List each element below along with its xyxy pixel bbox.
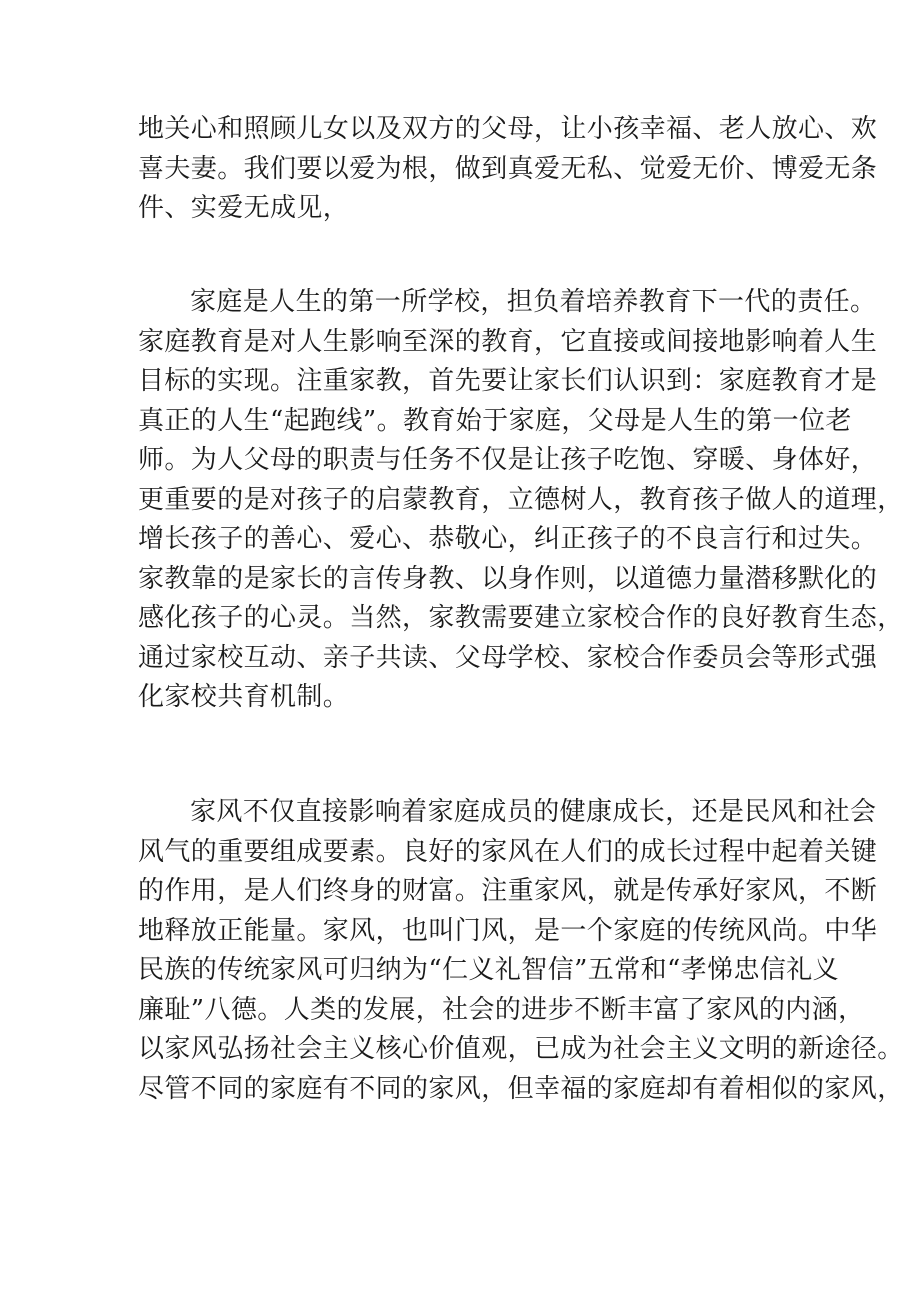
- paragraph-line: 家风不仅直接影响着家庭成员的健康成长，还是民风和社会: [190, 797, 877, 827]
- paragraph-line: 的作用，是人们终身的财富。注重家风，就是传承好家风，不断: [138, 876, 878, 906]
- paragraph-line: 地关心和照顾儿女以及双方的父母，让小孩幸福、老人放心、欢: [138, 114, 878, 144]
- paragraph-line: 师。为人父母的职责与任务不仅是让孩子吃饱、穿暖、身体好，: [138, 445, 878, 475]
- paragraph-3: [138, 793, 904, 1109]
- paragraph-line: 喜夫妻。我们要以爱为根，做到真爱无私、觉爱无价、博爱无条: [138, 153, 878, 184]
- paragraph-line: 风气的重要组成要素。良好的家风在人们的成长过程中起着关键: [138, 836, 878, 867]
- paragraph-line: 更重要的是对孩子的启蒙教育，立德树人，教育孩子做人的道理，: [138, 484, 904, 515]
- paragraph-line: 地释放正能量。家风，也叫门风，是一个家庭的传统风尚。中华: [138, 915, 878, 946]
- paragraph-line: 目标的实现。注重家教，首先要让家长们认识到：家庭教育才是: [138, 366, 878, 396]
- paragraph-line: 增长孩子的善心、爱心、恭敬心，纠正孩子的不良言行和过失。: [138, 524, 878, 554]
- paragraph-line: 家庭是人生的第一所学校，担负着培养教育下一代的责任。: [190, 287, 877, 317]
- paragraph-line: 件、实爱无成见，: [138, 193, 350, 223]
- paragraph-line: 家教靠的是家长的言传身教、以身作则，以道德力量潜移默化的: [138, 563, 878, 594]
- paragraph-line: 感化孩子的心灵。当然，家教需要建立家校合作的良好教育生态，: [138, 603, 904, 633]
- paragraph-line: 民族的传统家风可归纳为“仁义礼智信”五常和“孝悌忠信礼义: [138, 955, 840, 985]
- paragraph-line: 通过家校互动、亲子共读、父母学校、家校合作委员会等形式强: [138, 642, 878, 673]
- paragraph-line: 以家风弘扬社会主义核心价值观，已成为社会主义文明的新途径。: [138, 1034, 904, 1064]
- paragraph-line: 化家校共育机制。: [138, 682, 350, 712]
- paragraph-line: 真正的人生“起跑线”。教育始于家庭，父母是人生的第一位老: [138, 405, 852, 436]
- paragraph-1: [138, 110, 878, 229]
- paragraph-line: 尽管不同的家庭有不同的家风，但幸福的家庭却有着相似的家风，: [138, 1073, 904, 1104]
- paragraph-line: 家庭教育是对人生影响至深的教育，它直接或间接地影响着人生: [138, 326, 878, 357]
- paragraph-2: [138, 283, 904, 718]
- paragraph-line: 廉耻”八德。人类的发展，社会的进步不断丰富了家风的内涵，: [138, 994, 865, 1025]
